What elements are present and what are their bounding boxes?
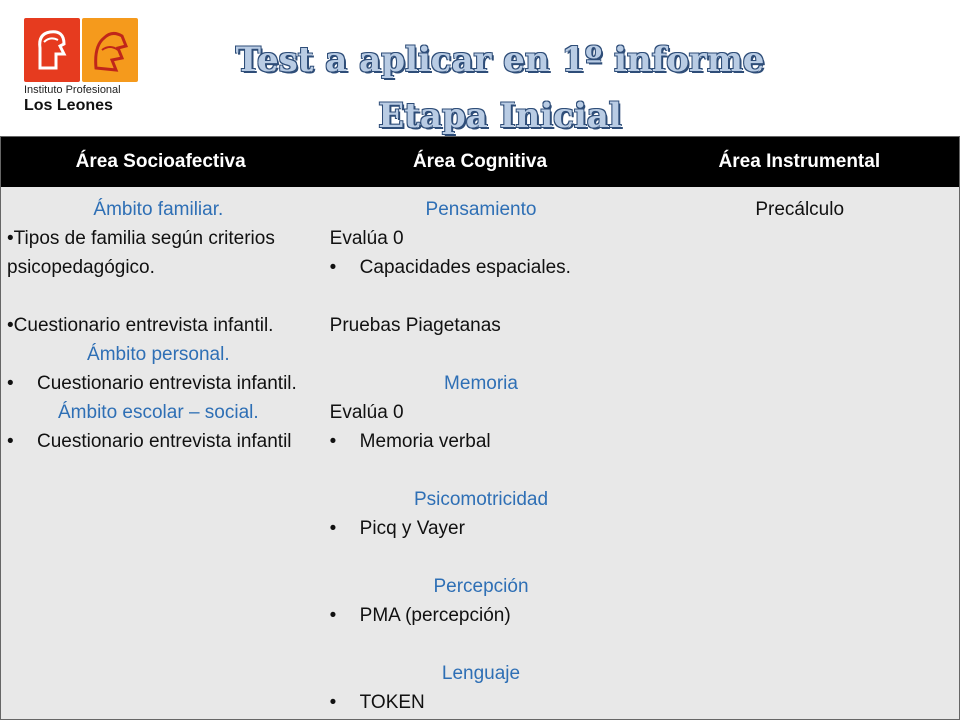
- logo-line-1: Instituto Profesional: [24, 84, 121, 96]
- lion-icon: [30, 24, 74, 76]
- logo-line-2: Los Leones: [24, 97, 113, 114]
- lion-icon: [88, 24, 132, 76]
- memoria-heading: Memoria: [444, 373, 518, 394]
- familiar-heading: Ámbito familiar.: [93, 199, 224, 220]
- table-header-row: [1, 137, 959, 187]
- institute-logo: [24, 18, 144, 118]
- psicomotricidad-heading: Psicomotricidad: [413, 489, 549, 510]
- list-item: • TOKEN: [330, 688, 633, 717]
- bullet-icon: •: [329, 605, 337, 626]
- tests-table: [0, 136, 960, 720]
- lion-left-emblem: [24, 18, 80, 82]
- lion-right-emblem: [82, 18, 138, 82]
- personal-heading: Ámbito personal.: [87, 344, 230, 365]
- page-title: Test a aplicar en 1º informe: [235, 40, 765, 80]
- percepcion-heading: Percepción: [433, 576, 529, 597]
- pensamiento-evalua: Evalúa 0: [329, 228, 404, 249]
- list-item: • Memoria verbal: [330, 427, 633, 456]
- pensamiento-heading: Pensamiento: [425, 199, 537, 220]
- familiar-item: •Cuestionario entrevista infantil.: [7, 315, 274, 336]
- column-socioafectiva: [1, 187, 318, 719]
- list-item: • PMA (percepción): [330, 601, 633, 630]
- pruebas-label: Pruebas Piagetanas: [329, 315, 501, 336]
- familiar-item: •Tipos de familia según criterios psicopedagógico.: [7, 228, 275, 278]
- escolar-heading: Ámbito escolar – social.: [58, 402, 259, 423]
- table-body-row: [1, 187, 959, 719]
- bullet-icon: •: [7, 373, 14, 394]
- header-instrumental: Área Instrumental: [718, 151, 881, 172]
- page-subtitle: Etapa Inicial: [378, 96, 622, 136]
- header-socioafectiva: Área Socioafectiva: [75, 151, 246, 172]
- bullet-icon: •: [7, 431, 14, 452]
- bullet-icon: •: [329, 431, 337, 452]
- column-cognitiva: [318, 187, 641, 719]
- column-instrumental: [640, 187, 959, 719]
- bullet-icon: •: [329, 692, 337, 713]
- memoria-evalua: Evalúa 0: [329, 402, 404, 423]
- bullet-icon: •: [329, 257, 337, 278]
- precalculo-item: Precálculo: [755, 199, 845, 220]
- list-item: • Cuestionario entrevista infantil.: [7, 369, 310, 398]
- list-item: • Picq y Vayer: [330, 514, 633, 543]
- list-item: • Cuestionario entrevista infantil: [7, 427, 310, 456]
- list-item: • Capacidades espaciales.: [330, 253, 633, 282]
- bullet-icon: •: [329, 518, 337, 539]
- header-cognitiva: Área Cognitiva: [412, 151, 548, 172]
- lenguaje-heading: Lenguaje: [441, 663, 521, 684]
